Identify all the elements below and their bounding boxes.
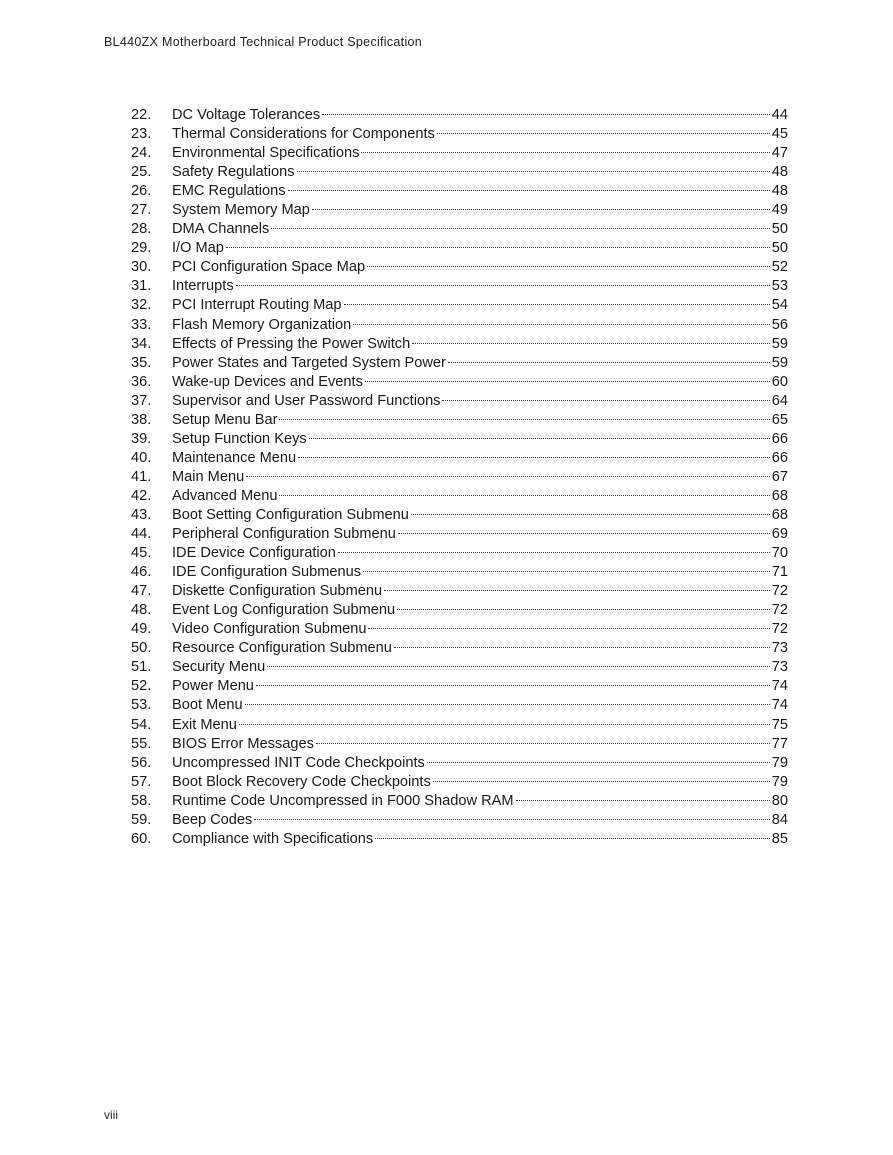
toc-entry-page: 85 [771,830,788,847]
toc-dot-leader [246,476,770,477]
toc-entry[interactable] [131,239,788,258]
toc-dot-leader [322,114,770,115]
toc-entry-title: Uncompressed INIT Code Checkpoints [172,754,425,771]
toc-entry-title: Boot Setting Configuration Submenu [172,506,409,523]
toc-entry[interactable] [131,582,788,601]
toc-entry[interactable] [131,639,788,658]
toc-entry[interactable] [131,106,788,125]
toc-entry-number: 52. [131,678,152,695]
toc-dot-leader [298,457,770,458]
toc-entry-number: 55. [131,735,152,752]
toc-dot-leader [271,228,769,229]
toc-entry[interactable] [131,201,788,220]
toc-entry-page: 66 [771,449,788,466]
toc-entry[interactable] [131,525,788,544]
toc-entry-title: Resource Configuration Submenu [172,640,392,657]
toc-entry-page: 75 [771,716,788,733]
toc-dot-leader [398,533,770,534]
toc-entry-number: 59. [131,811,152,828]
toc-entry-page: 72 [771,621,788,638]
toc-entry[interactable] [131,354,788,373]
toc-dot-leader [288,190,770,191]
toc-dot-leader [367,266,770,267]
toc-entry-page: 65 [771,411,788,428]
toc-entry[interactable] [131,735,788,754]
toc-entry[interactable] [131,658,788,677]
toc-entry-number: 47. [131,583,152,600]
toc-entry-number: 45. [131,545,152,562]
toc-entry-title: PCI Interrupt Routing Map [172,297,342,314]
toc-entry-number: 53. [131,697,152,714]
toc-entry-number: 36. [131,373,152,390]
toc-entry-title: Wake-up Devices and Events [172,373,363,390]
toc-dot-leader [448,362,770,363]
toc-entry[interactable] [131,773,788,792]
toc-dot-leader [279,495,769,496]
toc-entry-page: 79 [771,773,788,790]
toc-entry-page: 84 [771,811,788,828]
toc-entry-number: 24. [131,145,152,162]
toc-entry[interactable] [131,449,788,468]
toc-dot-leader [226,247,770,248]
toc-entry-page: 79 [771,754,788,771]
toc-entry-page: 80 [771,792,788,809]
toc-dot-leader [368,628,769,629]
toc-entry-number: 48. [131,602,152,619]
toc-entry-title: Security Menu [172,659,266,676]
toc-dot-leader [363,571,770,572]
toc-entry[interactable] [131,620,788,639]
toc-dot-leader [442,400,769,401]
toc-entry[interactable] [131,506,788,525]
toc-entry[interactable] [131,487,788,506]
toc-entry-page: 47 [771,145,788,162]
toc-entry[interactable] [131,754,788,773]
toc-entry-number: 56. [131,754,152,771]
toc-entry[interactable] [131,182,788,201]
toc-entry-number: 40. [131,449,152,466]
toc-entry-number: 37. [131,392,152,409]
toc-entry[interactable] [131,792,788,811]
toc-entry-title: Advanced Menu [172,487,278,504]
toc-entry-title: IDE Device Configuration [172,545,336,562]
toc-entry[interactable] [131,677,788,696]
toc-entry-number: 22. [131,107,152,123]
toc-entry-title: BIOS Error Messages [172,735,314,752]
toc-entry-number: 35. [131,354,152,371]
toc-entry-page: 53 [771,278,788,295]
toc-entry-page: 44 [771,107,788,123]
toc-entry-number: 38. [131,411,152,428]
toc-dot-leader [267,666,769,667]
toc-entry-page: 71 [771,564,788,581]
toc-entry[interactable] [131,830,788,849]
toc-entry-page: 64 [771,392,788,409]
toc-dot-leader [312,209,770,210]
toc-entry-number: 34. [131,335,152,352]
toc-dot-leader [516,800,770,801]
toc-entry-title: Main Menu [172,468,245,485]
toc-entry[interactable] [131,373,788,392]
toc-entry-page: 73 [771,659,788,676]
toc-entry-number: 57. [131,773,152,790]
toc-entry-title: Beep Codes [172,811,253,828]
toc-entry-number: 28. [131,221,152,238]
toc-entry-title: DMA Channels [172,221,270,238]
toc-entry-title: Safety Regulations [172,164,295,181]
toc-entry-number: 31. [131,278,152,295]
toc-entry-title: Boot Menu [172,697,243,714]
toc-entry-page: 50 [771,221,788,238]
toc-entry[interactable] [131,430,788,449]
toc-entry-page: 77 [771,735,788,752]
toc-entry-number: 42. [131,487,152,504]
page-number: viii [104,1108,118,1122]
toc-dot-leader [361,152,769,153]
toc-entry-title: IDE Configuration Submenus [172,564,362,581]
toc-entry-page: 68 [771,487,788,504]
toc-entry-title: Runtime Code Uncompressed in F000 Shadow RAM [172,792,514,809]
toc-entry-page: 69 [771,526,788,543]
toc-entry[interactable] [131,316,788,335]
toc-entry-title: Flash Memory Organization [172,316,352,333]
toc-entry-title: DC Voltage Tolerances [172,107,321,123]
toc-dot-leader [427,762,770,763]
toc-dot-leader [353,324,770,325]
toc-entry-page: 48 [771,183,788,200]
toc-dot-leader [245,704,770,705]
toc-entry-title: Compliance with Specifications [172,830,374,847]
toc-entry[interactable] [131,696,788,715]
toc-dot-leader [254,819,769,820]
toc-entry-title: PCI Configuration Space Map [172,259,366,276]
toc-dot-leader [412,343,770,344]
toc-entry[interactable] [131,563,788,582]
toc-entry-number: 43. [131,506,152,523]
toc-entry-page: 70 [771,545,788,562]
toc-entry-title: Peripheral Configuration Submenu [172,526,396,543]
toc-entry-number: 46. [131,564,152,581]
toc-entry-number: 29. [131,240,152,257]
toc-entry-number: 39. [131,430,152,447]
toc-entry-title: Diskette Configuration Submenu [172,583,383,600]
toc-dot-leader [394,647,770,648]
toc-entry[interactable] [131,392,788,411]
toc-entry[interactable] [131,258,788,277]
toc-entry-title: Setup Function Keys [172,430,307,447]
toc-dot-leader [256,685,770,686]
toc-entry-page: 74 [771,678,788,695]
toc-entry-page: 72 [771,602,788,619]
toc-dot-leader [338,552,770,553]
toc-dot-leader [411,514,770,515]
toc-entry-title: Video Configuration Submenu [172,621,367,638]
toc-entry-page: 54 [771,297,788,314]
toc-entry-page: 72 [771,583,788,600]
toc-dot-leader [375,838,770,839]
toc-entry[interactable] [131,811,788,830]
toc-entry-title: EMC Regulations [172,183,286,200]
toc-entry[interactable] [131,144,788,163]
toc-dot-leader [344,304,770,305]
toc-entry-page: 45 [771,126,788,143]
toc-entry[interactable] [131,468,788,487]
toc-dot-leader [365,381,770,382]
toc-entry-number: 32. [131,297,152,314]
toc-entry-page: 50 [771,240,788,257]
toc-entry-title: Environmental Specifications [172,145,360,162]
toc-entry[interactable] [131,544,788,563]
toc-entry-title: System Memory Map [172,202,310,219]
toc-entry-number: 23. [131,126,152,143]
toc-entry[interactable] [131,163,788,182]
toc-entry-title: Event Log Configuration Submenu [172,602,396,619]
toc-entry-page: 49 [771,202,788,219]
toc-entry-page: 66 [771,430,788,447]
toc-dot-leader [437,133,770,134]
toc-entry-page: 73 [771,640,788,657]
running-header: BL440ZX Motherboard Technical Product Specification [104,35,423,49]
toc-dot-leader [397,609,770,610]
toc-entry-page: 67 [771,468,788,485]
toc-entry[interactable] [131,335,788,354]
toc-dot-leader [316,743,770,744]
toc-dot-leader [384,590,770,591]
toc-entry[interactable] [131,277,788,296]
toc-entry-number: 44. [131,526,152,543]
toc-entry-title: Setup Menu Bar [172,411,278,428]
toc-entry-title: Supervisor and User Password Functions [172,392,441,409]
toc-entry-number: 30. [131,259,152,276]
toc-entry-number: 33. [131,316,152,333]
toc-entry-title: Boot Block Recovery Code Checkpoints [172,773,431,790]
toc-entry[interactable] [131,601,788,620]
toc-entry-title: Power States and Targeted System Power [172,354,446,371]
toc-entry-page: 60 [771,373,788,390]
toc-entry-page: 59 [771,335,788,352]
toc-entry-number: 58. [131,792,152,809]
toc-entry-number: 27. [131,202,152,219]
toc-entry-number: 49. [131,621,152,638]
toc-entry[interactable] [131,411,788,430]
toc-entry-number: 25. [131,164,152,181]
table-of-figures-list [131,106,788,849]
toc-entry-title: Effects of Pressing the Power Switch [172,335,411,352]
toc-entry-title: Thermal Considerations for Components [172,126,435,143]
toc-entry-title: Power Menu [172,678,254,695]
toc-entry-title: Exit Menu [172,716,237,733]
toc-entry-number: 41. [131,468,152,485]
toc-entry-number: 60. [131,830,152,847]
toc-entry-title: I/O Map [172,240,224,257]
toc-entry[interactable] [131,125,788,144]
toc-entry-page: 56 [771,316,788,333]
toc-entry-number: 54. [131,716,152,733]
toc-entry-page: 68 [771,506,788,523]
toc-dot-leader [279,419,769,420]
toc-dot-leader [309,438,770,439]
toc-entry-title: Maintenance Menu [172,449,297,466]
toc-entry[interactable] [131,220,788,239]
toc-entry-number: 26. [131,183,152,200]
toc-entry-page: 59 [771,354,788,371]
toc-dot-leader [236,285,770,286]
toc-dot-leader [239,724,770,725]
toc-entry[interactable] [131,296,788,315]
toc-entry-page: 74 [771,697,788,714]
toc-entry-number: 51. [131,659,152,676]
toc-dot-leader [433,781,770,782]
toc-entry[interactable] [131,716,788,735]
toc-dot-leader [297,171,770,172]
toc-entry-page: 48 [771,164,788,181]
toc-entry-title: Interrupts [172,278,234,295]
toc-entry-page: 52 [771,259,788,276]
toc-entry-number: 50. [131,640,152,657]
